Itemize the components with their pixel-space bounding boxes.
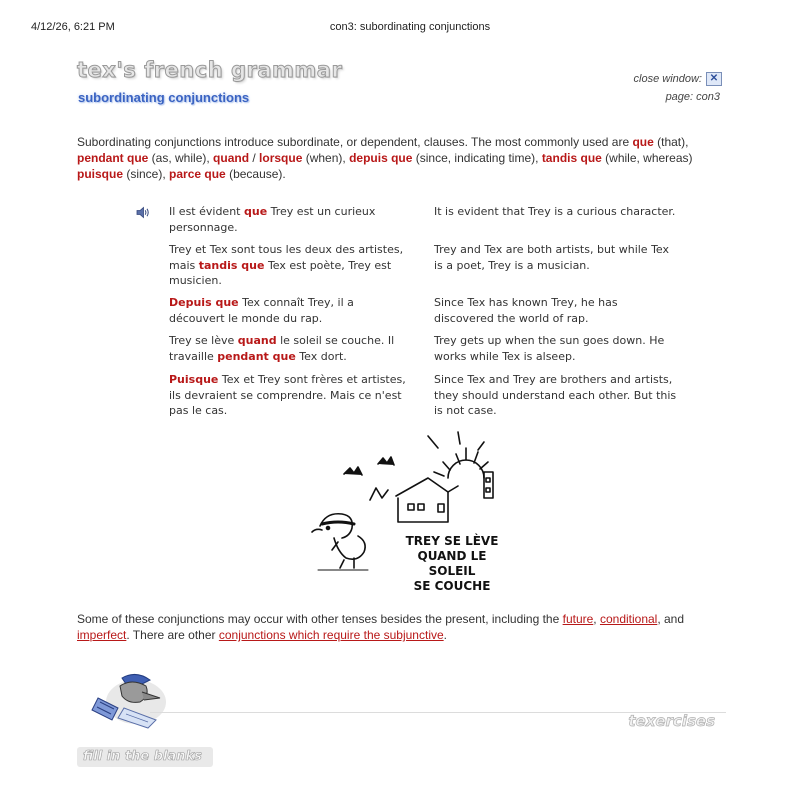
intro-text: (because).: [225, 167, 286, 181]
intro-text: (that),: [653, 135, 689, 149]
keyword: puisque: [77, 167, 124, 181]
keyword: pendant que: [77, 151, 149, 165]
keyword: que: [632, 135, 654, 149]
outro-text: . There are other: [126, 628, 219, 642]
keyword: quand: [237, 334, 277, 347]
link-subjunctive-conjunctions[interactable]: conjunctions which require the subjunctive: [218, 628, 444, 642]
intro-text: (when),: [302, 151, 350, 165]
example-en: Since Tex and Trey are brothers and artists, they should understand each other. But this is not case.: [434, 373, 677, 417]
close-x-icon[interactable]: ✕: [706, 72, 722, 86]
example-text: Il est évident: [169, 205, 244, 218]
keyword: quand: [213, 151, 250, 165]
keyword: Puisque: [169, 373, 219, 386]
example-text: Trey et Tex sont tous les deux des artistes, mais: [169, 243, 404, 272]
document-title: con3: subordinating conjunctions: [329, 21, 491, 33]
example-text: Trey est un curieux personnage.: [169, 205, 376, 234]
example-fr: [169, 242, 407, 289]
page-id-label: page: con3: [665, 91, 720, 103]
fill-in-the-blanks-button[interactable]: fill in the blanks: [77, 747, 213, 767]
texercises-logo[interactable]: texercises: [628, 712, 715, 730]
link-conditional[interactable]: conditional: [599, 612, 658, 626]
example-text: Trey se lève: [169, 334, 238, 347]
speaker-icon[interactable]: [136, 204, 150, 217]
cartoon-caption-line: SE COUCHE: [413, 579, 491, 593]
print-datetime: 4/12/26, 6:21 PM: [31, 21, 115, 33]
cartoon-caption-line: TREY SE LÈVE: [405, 534, 499, 548]
outro-paragraph: [77, 611, 737, 643]
example-text: Tex est poète, Trey est musicien.: [169, 258, 392, 287]
intro-text: Subordinating conjunctions introduce subordinate, or dependent, clauses. The most commonly used are: [77, 135, 633, 149]
cartoon-caption: [398, 534, 506, 594]
keyword: que: [243, 205, 268, 218]
keyword: depuis que: [349, 151, 413, 165]
keyword: pendant que: [217, 349, 296, 363]
cartoon-illustration: [298, 428, 508, 592]
example-fr: [169, 333, 407, 364]
example-text: Tex connaît Trey, il a découvert le monde du rap.: [169, 296, 354, 325]
outro-text: .: [443, 628, 447, 642]
example-en: Trey and Tex are both artists, but while Tex is a poet, Trey is a musician.: [434, 243, 670, 272]
example-text: le soleil se couche. Il travaille: [169, 334, 395, 363]
keyword: Depuis que: [169, 296, 239, 309]
armadillo-mascot-icon: [78, 668, 168, 738]
keyword: tandis que: [541, 151, 602, 165]
intro-paragraph: [77, 134, 717, 182]
example-fr: [169, 372, 407, 419]
link-imperfect[interactable]: imperfect: [77, 628, 127, 642]
example-fr: [169, 204, 407, 235]
intro-text: /: [249, 151, 260, 165]
outro-text: Some of these conjunctions may occur with other tenses besides the present, including the: [77, 612, 563, 626]
example-en: Trey gets up when the sun goes down. He works while Tex is alseep.: [434, 334, 665, 363]
keyword: tandis que: [198, 258, 265, 272]
example-en: Since Tex has known Trey, he has discovered the world of rap.: [434, 296, 618, 325]
intro-text: (since, indicating time),: [412, 151, 542, 165]
intro-text: (while, whereas): [601, 151, 693, 165]
close-window-label: close window:: [633, 73, 702, 85]
outro-text: , and: [657, 612, 685, 626]
close-window-row: [634, 72, 722, 86]
keyword: parce que: [169, 167, 226, 181]
example-fr: [169, 295, 407, 326]
example-text: Tex dort.: [295, 349, 347, 363]
example-en: It is evident that Trey is a curious character.: [434, 205, 676, 218]
intro-text: (as, while),: [148, 151, 214, 165]
link-future[interactable]: future: [562, 612, 594, 626]
section-title: subordinating conjunctions: [78, 90, 250, 105]
outro-text: ,: [593, 612, 600, 626]
cartoon-caption-line: QUAND LE SOLEIL: [417, 549, 487, 578]
site-logo[interactable]: tex's french grammar: [77, 58, 343, 82]
intro-text: (since),: [123, 167, 170, 181]
example-text: Tex et Trey sont frères et artistes, ils devraient se comprendre. Mais ce n'est pas le cas.: [169, 373, 406, 417]
keyword: lorsque: [259, 151, 303, 165]
